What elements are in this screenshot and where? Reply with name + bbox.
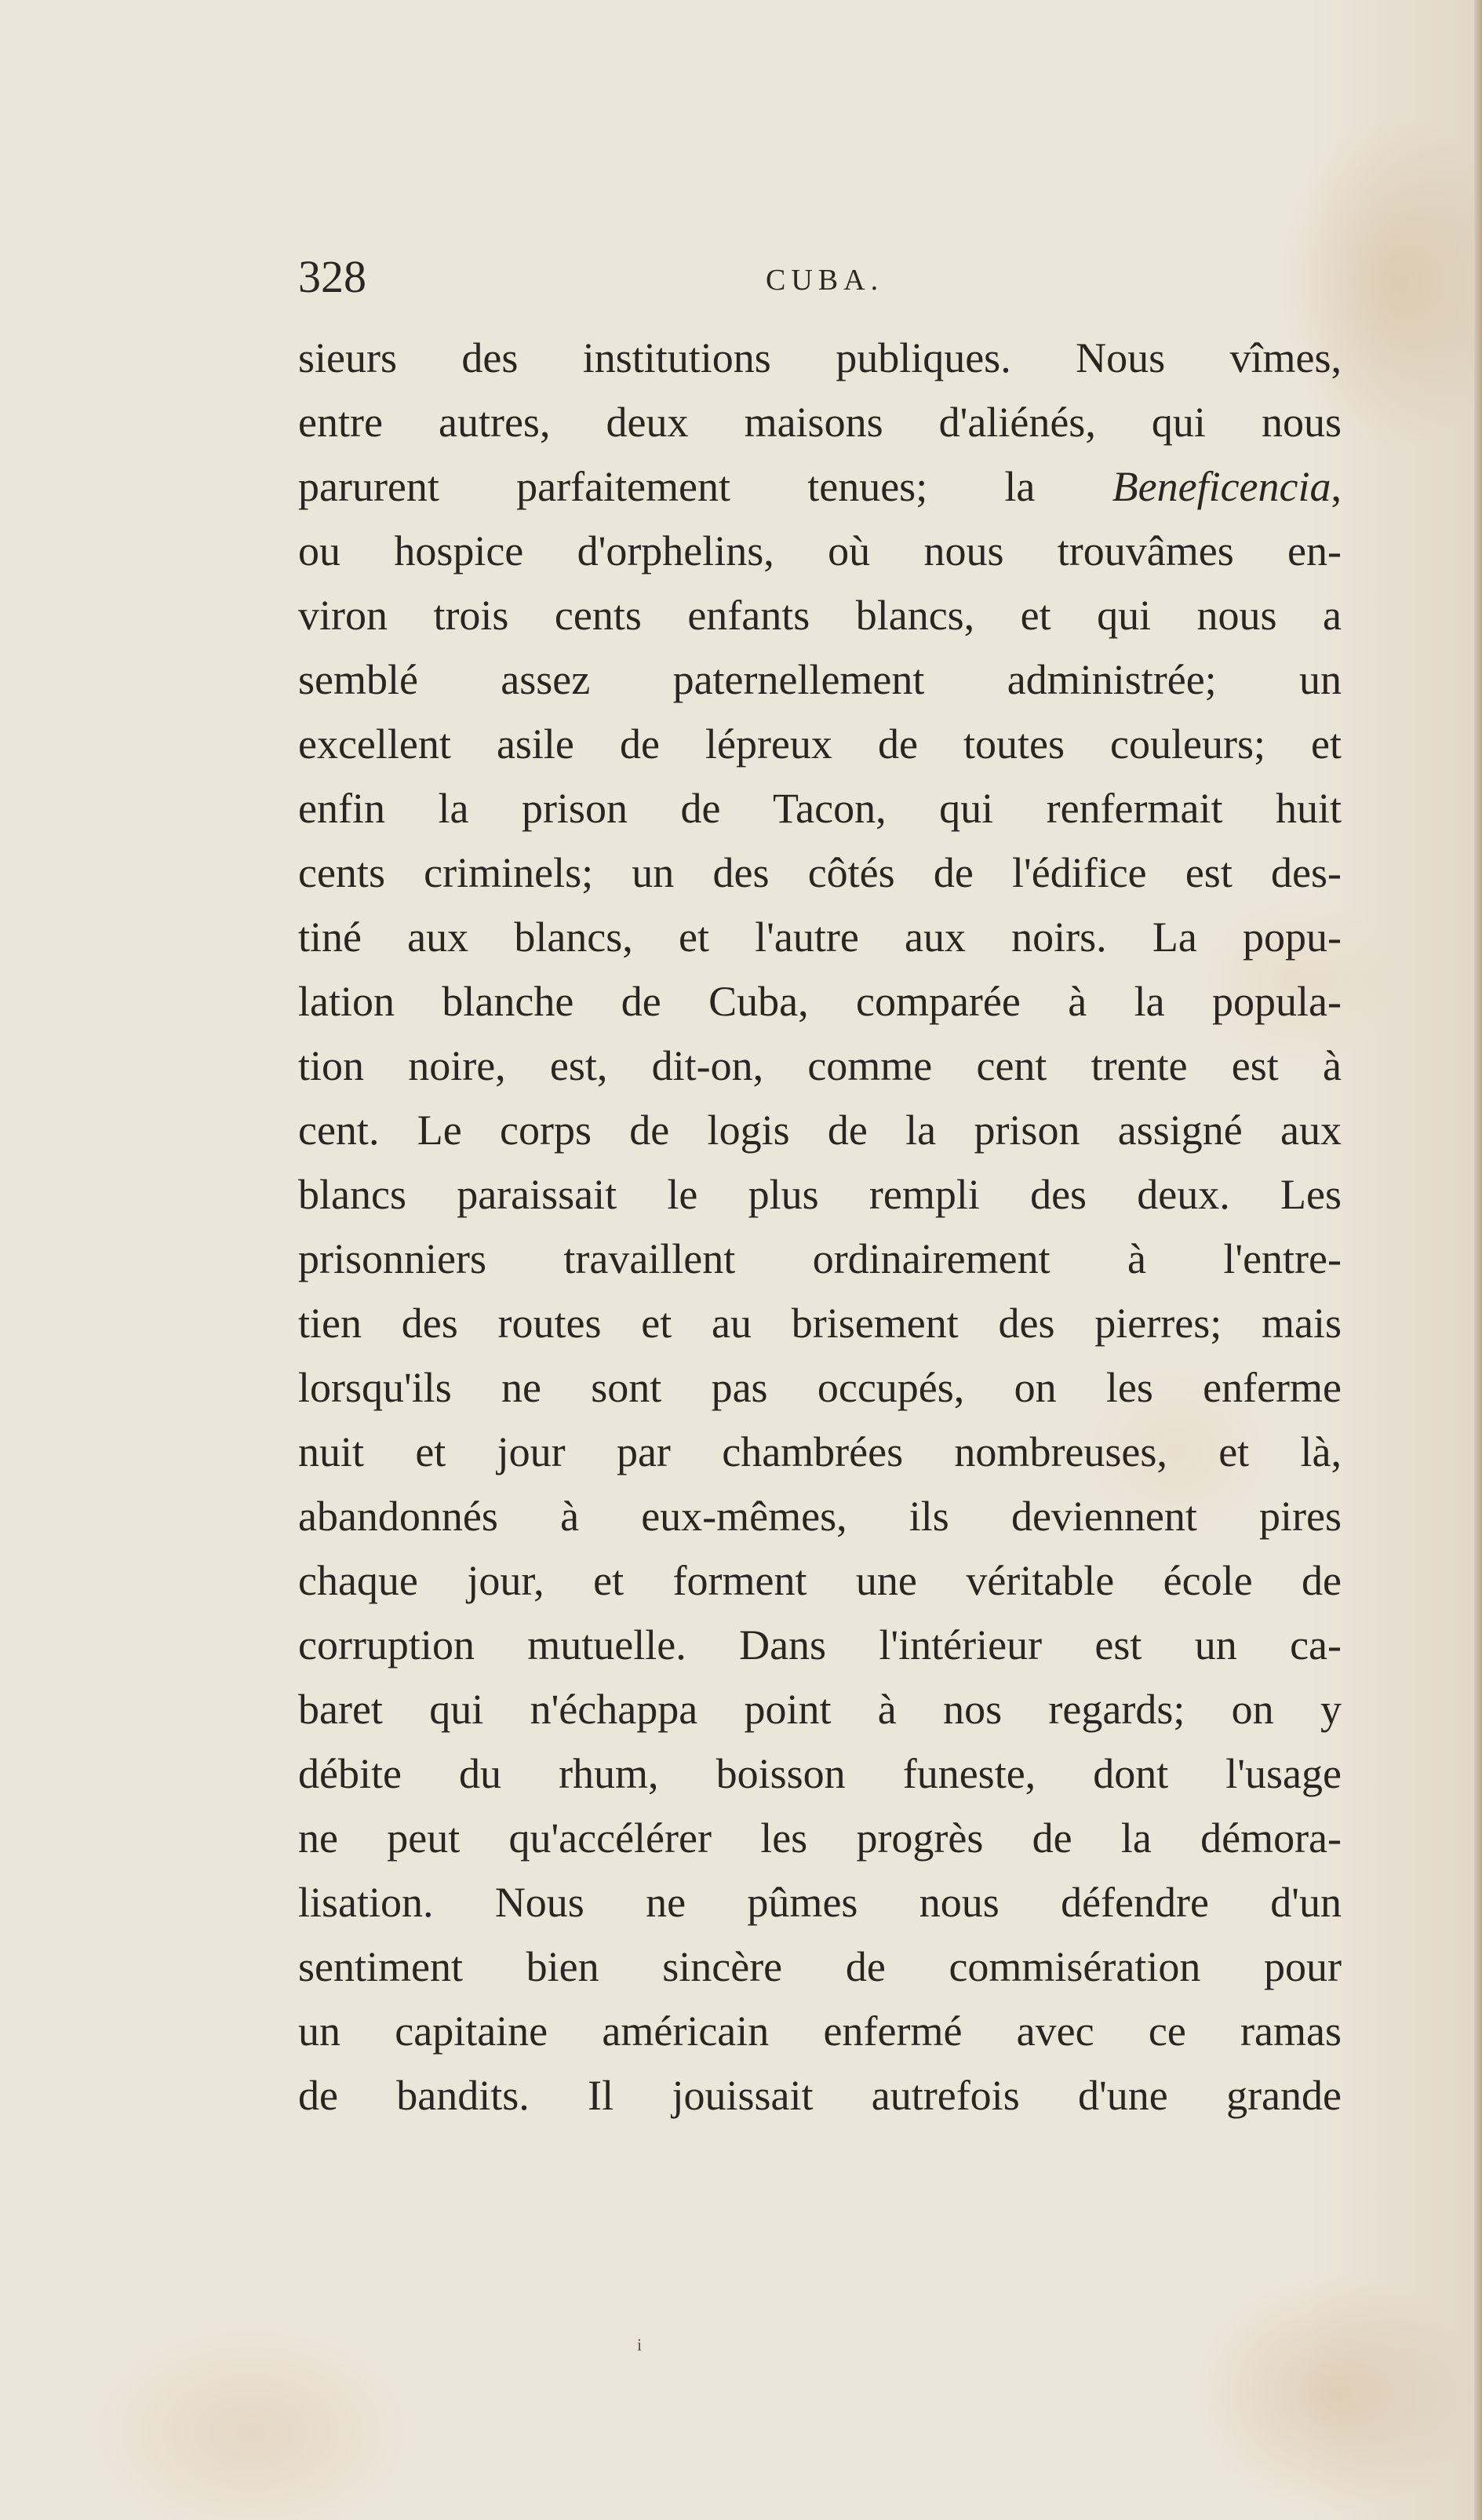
text-line: viron trois cents enfants blancs, et qui nous a <box>298 592 1342 639</box>
text-line: prisonniers travaillent ordinairement à l'entre- <box>298 1235 1342 1282</box>
text-line: tien des routes et au brisement des pierres; mais <box>298 1300 1342 1347</box>
text-line: lorsqu'ils ne sont pas occupés, on les enferme <box>298 1364 1342 1411</box>
text-line: enfin la prison de Tacon, qui renfermait huit <box>298 785 1342 832</box>
text-line: tion noire, est, dit-on, comme cent trente est à <box>298 1042 1342 1089</box>
text-line: entre autres, deux maisons d'aliénés, qui nous <box>298 399 1342 446</box>
body-text <box>298 326 1342 2128</box>
text-line: un capitaine américain enfermé avec ce ramas <box>298 2008 1342 2055</box>
italic-term: Beneficencia <box>1112 463 1331 510</box>
page-edge <box>1474 0 1482 2520</box>
text-line: sentiment bien sincère de commisération pour <box>298 1943 1342 1990</box>
text-line: nuit et jour par chambrées nombreuses, et là, <box>298 1428 1342 1475</box>
text-line: excellent asile de lépreux de toutes couleurs; et <box>298 720 1342 768</box>
text-line: ne peut qu'accélérer les progrès de la démora- <box>298 1814 1342 1862</box>
running-title: CUBA. <box>766 264 884 297</box>
running-head <box>298 250 1342 312</box>
text-line: tiné aux blancs, et l'autre aux noirs. La popu- <box>298 914 1342 961</box>
text-line: sieurs des institutions publiques. Nous vîmes, <box>298 334 1342 381</box>
text-line: chaque jour, et forment une véritable école de <box>298 1557 1342 1604</box>
text-line: lation blanche de Cuba, comparée à la popula- <box>298 978 1342 1025</box>
text-line: blancs paraissait le plus rempli des deux. Les <box>298 1171 1342 1218</box>
page-number: 328 <box>298 251 366 302</box>
text-line: abandonnés à eux-mêmes, ils deviennent pires <box>298 1493 1342 1540</box>
text-line: corruption mutuelle. Dans l'intérieur est un ca- <box>298 1621 1342 1668</box>
signature-mark: i <box>637 2335 643 2354</box>
text-line: semblé assez paternellement administrée; un <box>298 656 1342 703</box>
text-line: cent. Le corps de logis de la prison assigné aux <box>298 1107 1342 1154</box>
text-line: de bandits. Il jouissait autrefois d'une grande <box>298 2072 1342 2119</box>
text-line: lisation. Nous ne pûmes nous défendre d'un <box>298 1879 1342 1926</box>
text-line: ou hospice d'orphelins, où nous trouvâmes en- <box>298 527 1342 574</box>
text-segment: parurent parfaitement tenues; la <box>298 463 1112 510</box>
text-segment: , <box>1331 463 1342 510</box>
text-line <box>298 454 1342 519</box>
text-line: baret qui n'échappa point à nos regards; on y <box>298 1686 1342 1733</box>
text-line: débite du rhum, boisson funeste, dont l'usage <box>298 1750 1342 1797</box>
text-line: cents criminels; un des côtés de l'édifice est des- <box>298 849 1342 896</box>
